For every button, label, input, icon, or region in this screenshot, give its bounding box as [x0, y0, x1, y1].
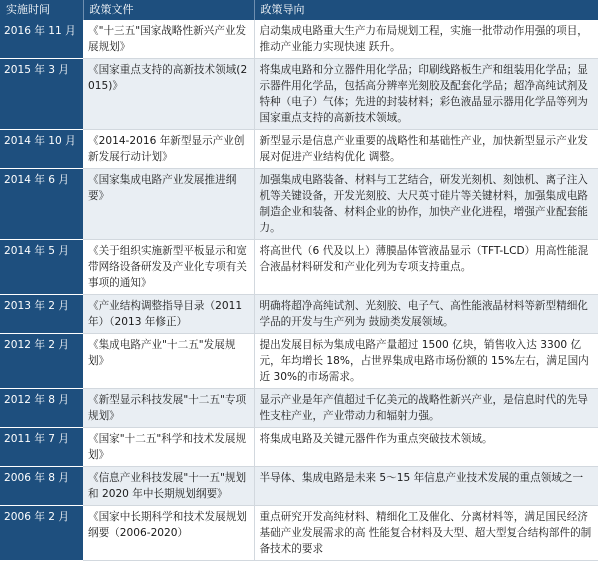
row-date: 2006 年 2 月: [0, 506, 83, 561]
row-direction: 将高世代（6 代及以上）薄膜晶体管液晶显示（TFT-LCD）用高性能混合液晶材料研发和产业化列为专项支持重点。: [254, 240, 598, 295]
table-row: [0, 130, 598, 169]
table-row: [0, 428, 598, 467]
row-date: 2006 年 8 月: [0, 467, 83, 506]
row-date: 2015 年 3 月: [0, 59, 83, 130]
table-row: [0, 506, 598, 561]
row-document: 《产业结构调整指导目录（2011 年）（2013 年修正）: [83, 295, 254, 334]
row-document: 《集成电路产业"十二五"发展规划》: [83, 334, 254, 389]
row-date: 2013 年 2 月: [0, 295, 83, 334]
row-date: 2014 年 10 月: [0, 130, 83, 169]
row-date: 2014 年 5 月: [0, 240, 83, 295]
table-row: [0, 169, 598, 240]
row-direction: 显示产业是年产值超过千亿美元的战略性新兴产业，是信息时代的先导性支柱产业，产业带动力和辐射力强。: [254, 389, 598, 428]
row-document: 《2014-2016 年新型显示产业创新发展行动计划》: [83, 130, 254, 169]
row-date: 2016 年 11 月: [0, 20, 83, 59]
row-document: 《"十三五"国家战略性新兴产业发展规划》: [83, 20, 254, 59]
row-direction: 加强集成电路装备、材料与工艺结合，研发光刻机、刻蚀机、离子注入机等关键设备，开发光刻胶、大尺英寸硅片等关键材料，加强集成电路制造企业和装备、材料企业的协作，加快产业化进程，增强产业配套能力。: [254, 169, 598, 240]
row-date: 2012 年 2 月: [0, 334, 83, 389]
table-row: [0, 59, 598, 130]
row-direction: 提出发展目标为集成电路产量超过 1500 亿块，销售收入达 3300 亿元，年均增长 18%，占世界集成电路市场份额的 15%左右，满足国内近 30%的市场需求。: [254, 334, 598, 389]
table-row: [0, 295, 598, 334]
row-document: 《新型显示科技发展"十二五"专项规划》: [83, 389, 254, 428]
table-body: [0, 20, 598, 561]
header-document: 政策文件: [83, 0, 254, 20]
table-row: [0, 20, 598, 59]
row-direction: 启动集成电路重大生产力布局规划工程，实施一批带动作用强的项目，推动产业能力实现快速 跃升。: [254, 20, 598, 59]
row-direction: 将集成电路及关键元器件作为重点突破技术领域。: [254, 428, 598, 467]
table-row: [0, 240, 598, 295]
row-direction: 明确将超净高纯试剂、光刻胶、电子气、高性能液晶材料等新型精细化学品的开发与生产列为 鼓励类发展领域。: [254, 295, 598, 334]
row-direction: 重点研究开发高纯材料、精细化工及催化、分离材料等，满足国民经济基础产业发展需求的高 性能复合材料及大型、超大型复合结构部件的制备技术的要求: [254, 506, 598, 561]
row-date: 2012 年 8 月: [0, 389, 83, 428]
row-document: 《关于组织实施新型平板显示和宽带网络设备研发及产业化专项有关事项的通知》: [83, 240, 254, 295]
row-direction: 半导体、集成电路是未来 5～15 年信息产业技术发展的重点领域之一: [254, 467, 598, 506]
row-document: 《国家中长期科学和技术发展规划纲要（2006-2020）: [83, 506, 254, 561]
table-row: [0, 389, 598, 428]
row-document: 《信息产业科技发展"十一五"规划和 2020 年中长期规划纲要》: [83, 467, 254, 506]
table-row: [0, 334, 598, 389]
table-row: [0, 467, 598, 506]
row-direction: 将集成电路和分立器件用化学品；印刷线路板生产和组装用化学品；显示器件用化学品，包括高分辨率光刻胶及配套化学品；超净高纯试剂及特种（电子）气体；先进的封装材料；彩色液晶显示器用化学品等列为国家重点支持的高新技术领域。: [254, 59, 598, 130]
row-document: 《国家重点支持的高新技术领域(2015)》: [83, 59, 254, 130]
header-direction: 政策导向: [254, 0, 598, 20]
row-date: 2011 年 7 月: [0, 428, 83, 467]
row-document: 《国家集成电路产业发展推进纲要》: [83, 169, 254, 240]
row-document: 《国家"十二五"科学和技术发展规划》: [83, 428, 254, 467]
row-direction: 新型显示是信息产业重要的战略性和基础性产业，加快新型显示产业发展对促进产业结构优化 调整。: [254, 130, 598, 169]
table-header-row: [0, 0, 598, 20]
row-date: 2014 年 6 月: [0, 169, 83, 240]
header-date: 实施时间: [0, 0, 83, 20]
